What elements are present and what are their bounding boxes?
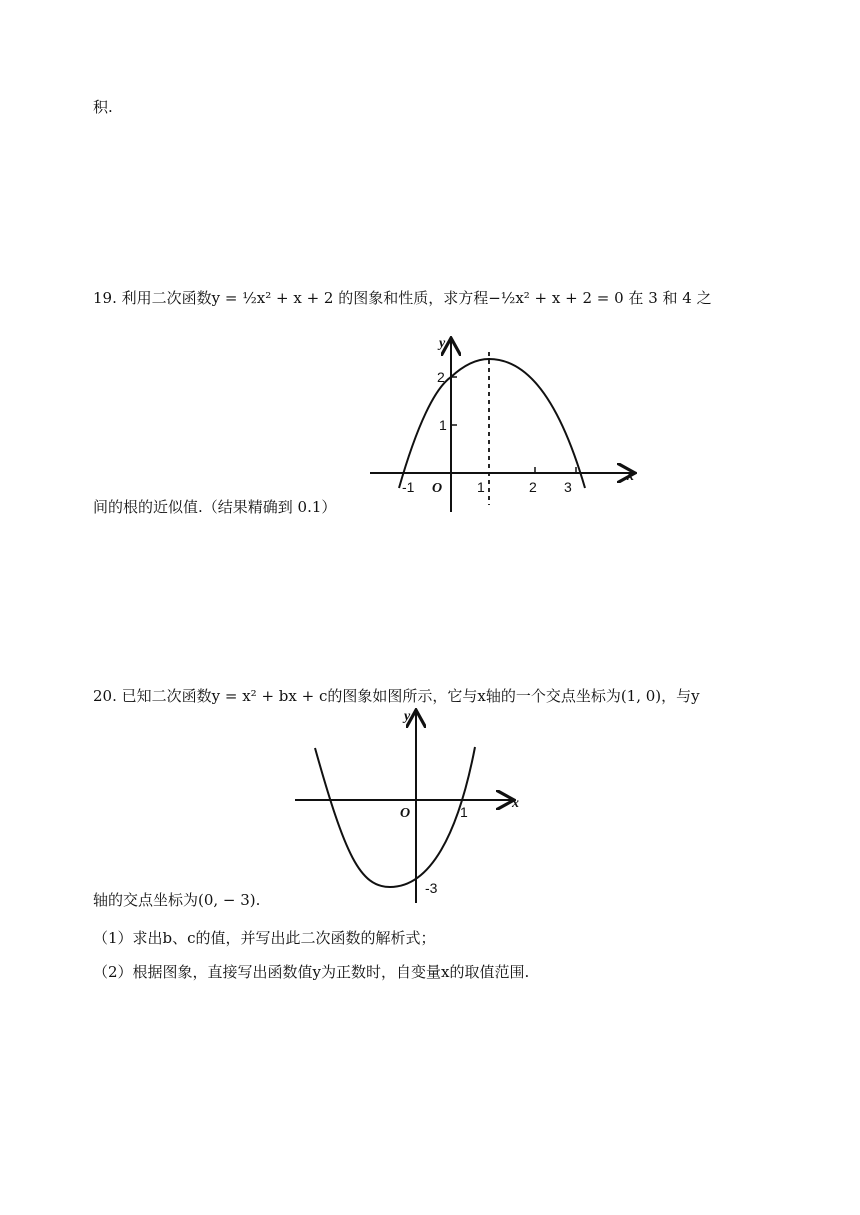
q19-axis-y-label: y xyxy=(439,336,446,351)
q19-statement: 利用二次函数y = ½x² + x + 2 的图象和性质，求方程−½x² + x + 2 = 0 在 3 和 4 之 xyxy=(121,289,712,307)
q20-number: 20. xyxy=(93,687,117,705)
q20-subquestion-1: （1）求出b、c的值，并写出此二次函数的解析式； xyxy=(93,929,436,947)
q20-axis-x-label: x xyxy=(512,796,519,811)
q20-tick-y-neg3: -3 xyxy=(425,880,438,896)
q20-text-line1 xyxy=(93,686,700,706)
q19-number: 19. xyxy=(93,289,117,307)
q20-text-line2: 轴的交点坐标为(0, − 3). xyxy=(93,891,261,909)
q20-parabola-curve xyxy=(315,747,475,887)
q20-statement: 已知二次函数y = x² + bx + c的图象如图所示，它与x轴的一个交点坐标为(1, 0)，与y xyxy=(121,687,700,705)
q19-text-line2: 间的根的近似值.（结果精确到 0.1） xyxy=(93,498,337,516)
q20-axis-y-label: y xyxy=(404,709,411,724)
q20-subquestion-2: （2）根据图象，直接写出函数值y为正数时，自变量x的取值范围. xyxy=(93,963,530,981)
q19-tick-x-1: 1 xyxy=(477,479,485,495)
q19-parabola-graph xyxy=(365,330,645,515)
q19-text-line1 xyxy=(93,288,712,308)
q19-tick-x-neg1: -1 xyxy=(402,479,415,495)
q19-tick-x-3: 3 xyxy=(564,479,572,495)
q20-parabola-graph xyxy=(290,705,530,905)
q19-parabola-curve xyxy=(399,359,585,488)
q19-origin-label: O xyxy=(432,481,443,496)
q20-origin-label: O xyxy=(400,806,411,821)
q19-tick-y-2: 2 xyxy=(437,369,445,385)
q19-tick-y-1: 1 xyxy=(439,417,447,433)
q20-tick-x-1: 1 xyxy=(460,804,468,820)
previous-question-tail: 积. xyxy=(93,98,113,116)
q19-tick-x-2: 2 xyxy=(529,479,537,495)
q19-axis-x-label: x xyxy=(627,469,634,484)
